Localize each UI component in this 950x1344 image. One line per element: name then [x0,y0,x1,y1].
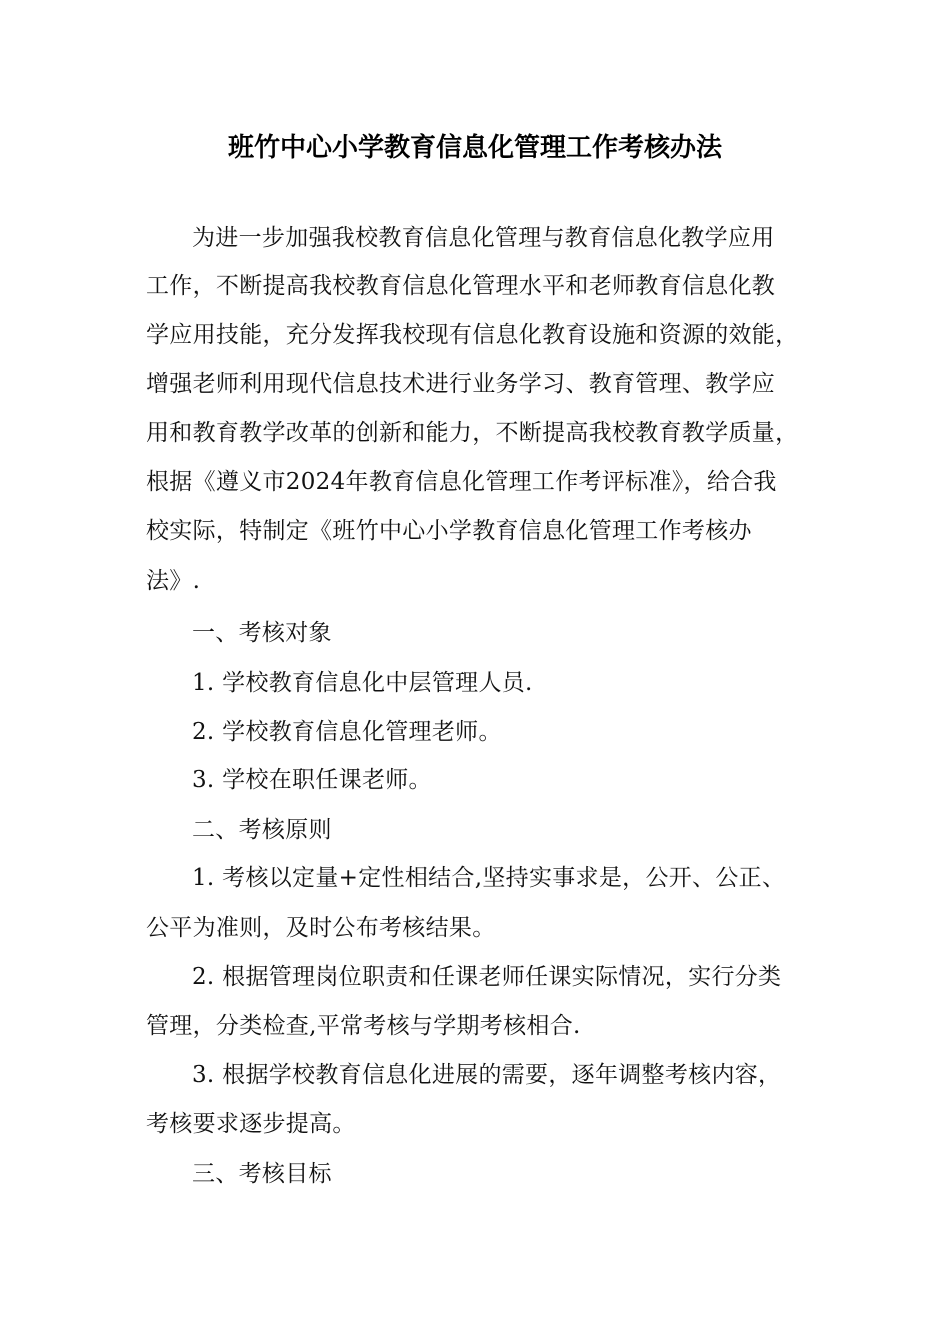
list-item: 1. 学校教育信息化中层管理人员. [192,670,533,696]
principle-line: 公平为准则，及时公布考核结果。 [146,915,496,941]
principle-line: 考核要求逐步提高。 [146,1111,356,1137]
intro-line: 增强老师利用现代信息技术进行业务学习、教育管理、教学应 [146,371,776,397]
intro-line: 工作，不断提高我校教育信息化管理水平和老师教育信息化教 [146,273,776,299]
principle-line: 2. 根据管理岗位职责和任课老师任课实际情况，实行分类 [192,964,782,990]
intro-line: 法》. [146,568,201,594]
intro-line: 学应用技能，充分发挥我校现有信息化教育设施和资源的效能， [146,322,799,348]
section-heading-goals: 三、考核目标 [192,1161,332,1187]
intro-line: 校实际，特制定《班竹中心小学教育信息化管理工作考核办 [146,518,752,544]
intro-line: 为进一步加强我校教育信息化管理与教育信息化教学应用 [192,225,775,251]
list-item: 2. 学校教育信息化管理老师。 [192,719,502,745]
principle-line: 3. 根据学校教育信息化进展的需要，逐年调整考核内容， [192,1062,782,1088]
section-heading-objects: 一、考核对象 [192,620,332,646]
document-title: 班竹中心小学教育信息化管理工作考核办法 [227,133,722,163]
principle-line: 管理，分类检查,平常考核与学期考核相合. [146,1013,581,1039]
section-heading-principles: 二、考核原则 [192,817,332,843]
list-item: 3. 学校在职任课老师。 [192,767,432,793]
intro-line: 根据《遵义市2024年教育信息化管理工作考评标准》，给合我 [146,469,777,495]
principle-line: 1. 考核以定量+定性相结合,坚持实事求是，公开、公正、 [192,865,786,891]
intro-line: 用和教育教学改革的创新和能力，不断提高我校教育教学质量， [146,420,799,446]
